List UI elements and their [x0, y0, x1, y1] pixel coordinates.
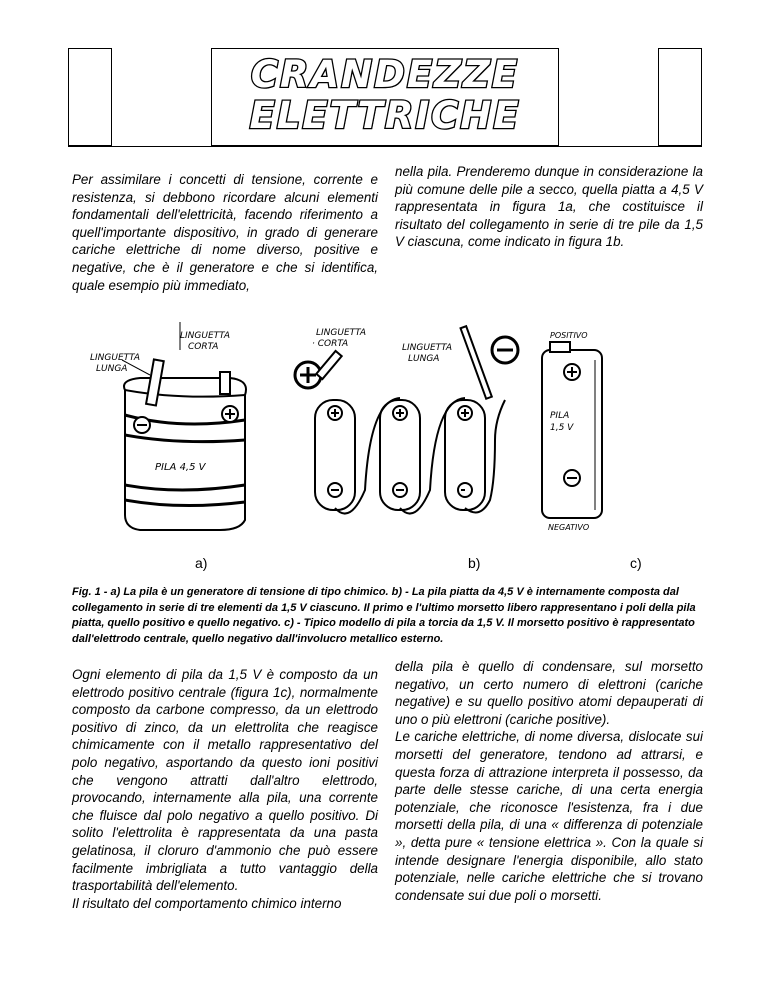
panel-label-b: b)	[468, 555, 481, 571]
page-title-line-2: ELETTRICHE	[249, 94, 521, 137]
svg-text:LINGUETTA: LINGUETTA	[402, 343, 452, 353]
body-paragraph-left: Ogni elemento di pila da 1,5 V è composto da un elettrodo positivo centrale (figura 1c), normalmente composto da carbone compresso, da un elettrodo positivo di zinco, da un elettrolita che reagisce chimicamente con il metallo rappresentativo del polo negativo, asportando da questo ioni positivi che vengono attratti dall'altro elettrodo, provocando, internamente alla pila, una corrente che fluisce dal polo negativo a quello positivo. Di solito l'elettrolita è rappresentata da una pasta gelatinosa, il cloruro d'ammonio che può essere facilmente imbrigliata a tutto vantaggio della trasportabilità dell'elemento. Il risultato del comportamento chimico interno	[72, 667, 378, 911]
svg-text:NEGATIVO: NEGATIVO	[548, 523, 590, 532]
svg-text:PILA 4,5 V: PILA 4,5 V	[155, 462, 206, 473]
svg-text:PILA: PILA	[550, 411, 570, 421]
svg-text:LINGUETTA: LINGUETTA	[316, 328, 366, 338]
battery-figure	[80, 320, 640, 540]
svg-text:CORTA: CORTA	[188, 342, 219, 352]
svg-text:LINGUETTA: LINGUETTA	[180, 331, 230, 341]
panel-label-a: a)	[195, 555, 208, 571]
body-paragraph-right: della pila è quello di condensare, sul morsetto negativo, un certo numero di elettroni (cariche negative) e su quello positivo atomi depauperati di uno o più elettroni (cariche positive). Le cariche elettriche, di nome diversa, dislocate sui morsetti del generatore, tendono ad attrarsi, e questa forza di attrazione interpreta il possesso, da parte delle stesse cariche, di una certa energia potenziale, che riconosce l'esistenza, fra i due morsetti della pila, di una « differenza di potenziale », detta pure « tensione elettrica ». Con la quale si intende designare l'energia disponibile, allo stato potenziale, nelle cariche elettriche che si trovano condensate sui due poli o morsetti.	[395, 659, 703, 903]
title-box	[211, 48, 559, 146]
figure-caption: Fig. 1 - a) La pila è un generatore di tensione di tipo chimico. b) - La pila piatta da 4,5 V è internamente composta dal collegamento in serie di tre elementi da 1,5 V ciascuno. Il primo e l'ultimo morsetto libero rappresentano i poli della pila piatta, quello positivo e quello negativo. c) - Tipico modello di pila a torcia da 1,5 V. Il morsetto positivo è rappresentato dall'elettrodo centrale, quello negativo dall'involucro metallico esterno.	[72, 586, 696, 645]
panel-label-c: c)	[630, 555, 642, 571]
svg-text:· CORTA: · CORTA	[312, 339, 349, 349]
header-left-box	[68, 48, 112, 146]
header-right-box	[658, 48, 702, 146]
svg-text:1,5 V: 1,5 V	[550, 423, 574, 433]
intro-paragraph-right: nella pila. Prenderemo dunque in considerazione la più comune delle pile a secco, quella piatta a 4,5 V rappresentata in figura 1a, che costituisce il risultato del collegamento in serie di tre pile da 1,5 V ciascuna, come indicato in figura 1b.	[395, 164, 703, 250]
svg-text:LINGUETTA: LINGUETTA	[90, 353, 140, 363]
series-cells-illustration	[295, 326, 518, 513]
flat-battery-illustration	[122, 322, 246, 530]
svg-text:LUNGA: LUNGA	[96, 364, 128, 374]
svg-text:POSITIVO: POSITIVO	[550, 331, 588, 340]
intro-paragraph-left: Per assimilare i concetti di tensione, corrente e resistenza, si debbono ricordare alcuni elementi fondamentali dell'elettricità, facendo riferimento a quell'importante dispositivo, in grado di generare cariche elettriche di nome diverso, positive e negative, che è il generatore e che si identifica, quale esempio più immediato,	[72, 172, 378, 293]
page-title-line-1: CRANDEZZE	[250, 53, 520, 96]
svg-text:LUNGA: LUNGA	[408, 354, 440, 364]
